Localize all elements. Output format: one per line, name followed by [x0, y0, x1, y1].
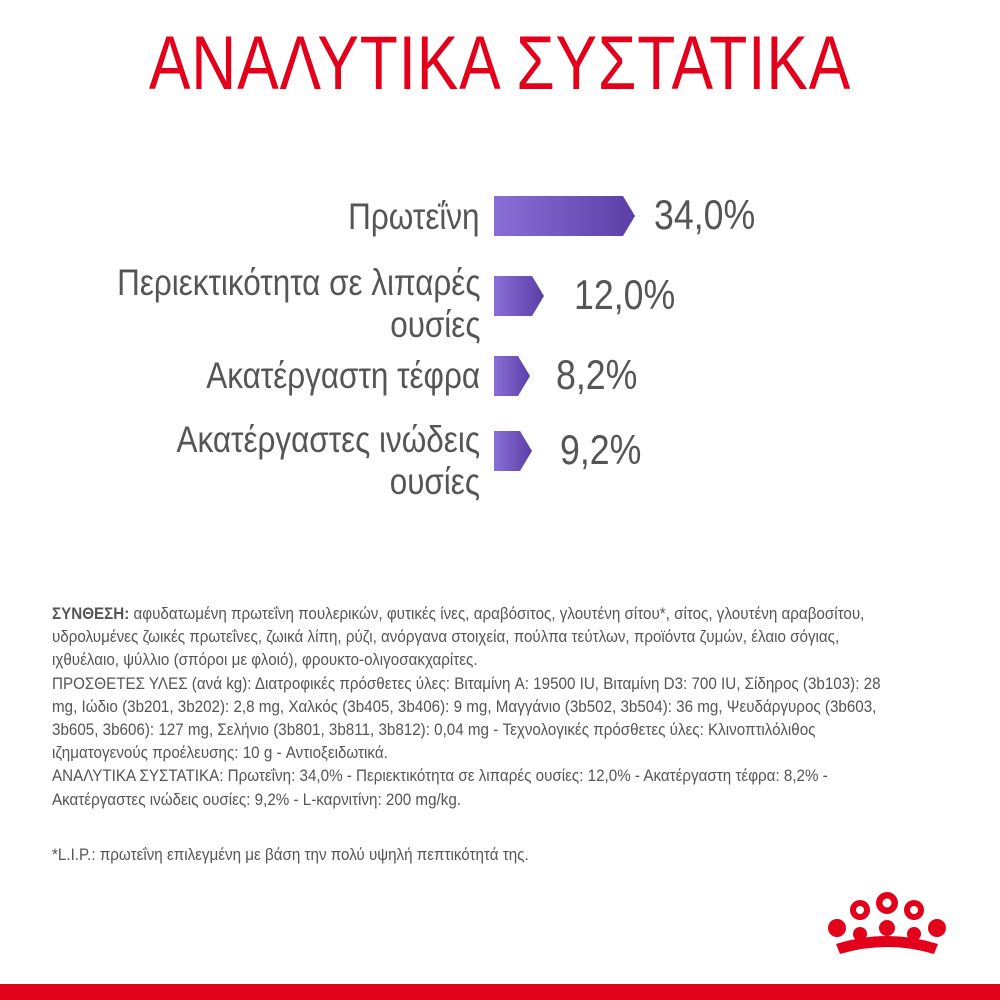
nutrient-value: 34,0% — [654, 191, 756, 238]
nutrient-row-fat — [0, 262, 1000, 345]
nutrient-value: 9,2% — [560, 426, 642, 473]
nutrient-label: Περιεκτικότητα σε λιπαρές ουσίες — [116, 262, 480, 345]
nutrient-label: Πρωτεΐνη — [348, 196, 480, 237]
nutrient-bar — [494, 194, 637, 238]
composition-text — [52, 603, 889, 812]
nutrient-bar — [494, 274, 546, 318]
composition-heading: ΣΥΝΘΕΣΗ: — [52, 605, 130, 623]
nutrient-bar-shape — [494, 431, 532, 471]
nutrient-bar — [494, 429, 534, 473]
nutrient-label: Ακατέργαστες ινώδεις ουσίες — [176, 419, 480, 502]
nutrient-value: 8,2% — [556, 351, 638, 398]
composition-analytical: ΑΝΑΛΥΤΙΚΑ ΣΥΣΤΑΤΙΚΑ: Πρωτεΐνη: 34,0% - Περιεκτικότητα σε λιπαρές ουσίες: 12,0% - Ακατέργαστη τέφρα: 8,2% - Ακατέργαστες ινώδεις ουσίες: 9,2% - L-καρνιτίνη: 200 mg/kg. — [52, 767, 828, 809]
nutrient-bar-shape — [494, 196, 635, 236]
nutrient-row-protein — [0, 188, 1000, 248]
composition-additives: ΠΡΟΣΘΕΤΕΣ ΥΛΕΣ (ανά kg): Διατροφικές πρόσθετες ύλες: Βιταμίνη A: 19500 IU, Βιταμίνη D3: 700 IU, Σίδηρος (3b103): 28 mg, Ιώδιο (3b201, 3b202): 2,8 mg, Χαλκός (3b405, 3b406): 9 mg, Μαγγάνιο (3b502, 3b504): 36 mg, Ψευδάργυρος (3b603, 3b605, 3b606): 127 mg, Σελήνιο (3b801, 3b811, 3b812): 0,04 mg - Τεχνολογικές πρόσθετες ύλες: Κλινοπτιλόλιθος ιζηματογενούς προέλευσης: 10 g - Αντιοξειδωτικά. — [52, 674, 881, 763]
paw-crown-icon — [822, 888, 952, 968]
nutrient-bar-shape — [494, 356, 530, 396]
nutrient-label: Ακατέργαστη τέφρα — [206, 355, 480, 396]
nutrient-row-ash — [0, 350, 1000, 410]
nutrient-row-fibre — [0, 419, 1000, 502]
nutrient-bar — [494, 354, 532, 398]
nutrient-value: 12,0% — [574, 271, 676, 318]
footnote: *L.I.P.: πρωτεΐνη επιλεγμένη με βάση την πολύ υψηλή πεπτικότητά της. — [52, 846, 529, 864]
composition-ingredients: ΣΥΝΘΕΣΗ: αφυδατωμένη πρωτεΐνη πουλερικών, φυτικές ίνες, αραβόσιτος, γλουτένη σίτου*, σίτος, γλουτένη αραβοσίτου, υδρολυμένες ζωικές πρωτεΐνες, ζωικά λίπη, ρύζι, ανόργανα στοιχεία, πούλπα τεύτλων, προϊόντα ζυμών, έλαιο σόγιας, ιχθυέλαιο, ψύλλιο (σπόροι με φλοιό), φρουκτο-ολιγοσακχαρίτες. — [52, 605, 865, 670]
nutrient-bar-shape — [494, 276, 544, 316]
bottom-accent-line — [0, 984, 1000, 1000]
page-title: ΑΝΑΛΥΤΙΚΑ ΣΥΣΤΑΤΙΚΑ — [148, 21, 852, 106]
